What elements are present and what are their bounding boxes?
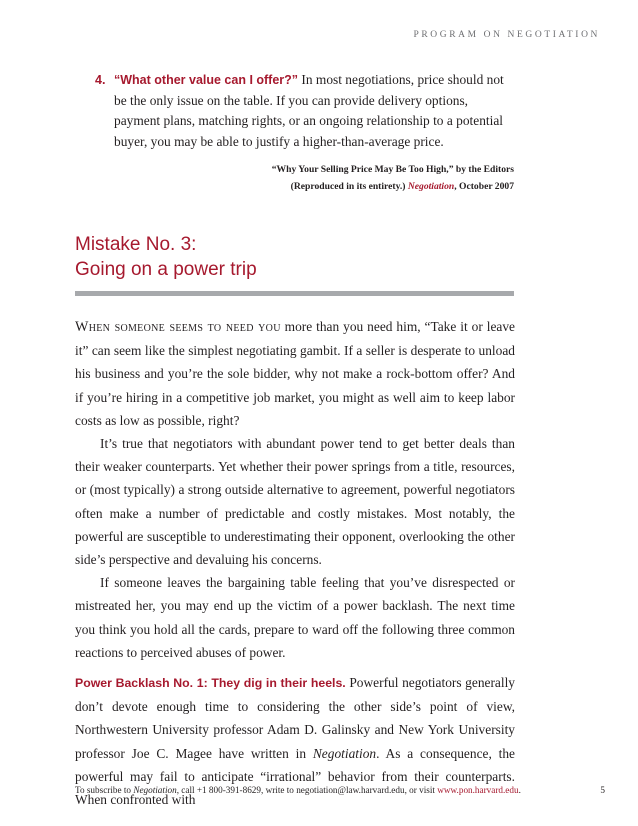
paragraph-gap [75,664,515,671]
page-number: 5 [600,785,605,795]
paragraph-1-text: more than you need him, “Take it or leave it” can seem like the simplest negotiating gambit. If a seller is desperate to unload his business and you’re the sole bidder, why not make a rock-bottom offer? And if you’re hiring in a competitive job market, you might as well aim to keep labor costs as low as possible, right? [75,319,515,428]
list-item-body [114,70,515,152]
footer-contact: , call +1 800-391-8629, write to negotiation@law.harvard.edu, or visit [176,785,438,795]
page-footer [75,785,605,795]
citation-date: , October 2007 [454,181,514,192]
citation-line-1: “Why Your Selling Price May Be Too High,” by the Editors [271,164,514,175]
section-title-line-1: Mistake No. 3: [75,234,197,255]
list-number: 4. [95,73,106,87]
citation-note: (Reproduced in its entirety.) [290,181,408,192]
paragraph-4-text-b: . As a consequence, the powerful may fail to anticipate “irrational” behavior from their counterparts. When confronted with [75,745,515,808]
running-header: PROGRAM ON NEGOTIATION [413,30,600,40]
footer-pre: To subscribe to [75,785,134,795]
list-item-4 [95,70,515,152]
paragraph-1 [75,315,515,432]
article-body [75,315,515,811]
list-item-text: In most negotiations, price should not be the only issue on the table. If you can provide delivery options, payment plans, matching rights, or an ongoing relationship to a potential buyer, you may be able to justify a higher-than-average price. [114,72,504,149]
paragraph-3: If someone leaves the bargaining table feeling that you’ve disrespected or mistreated her, you may end up the victim of a power backlash. The next time you think you hold all the cards, prepare to ward off the following three common reactions to perceived abuses of power. [75,575,515,660]
section-title [75,232,257,282]
subsection-lead: Power Backlash No. 1: They dig in their heels. [75,676,346,691]
section-divider [75,291,514,296]
footer-journal: Negotiation [133,785,177,795]
section-title-line-2: Going on a power trip [75,259,257,280]
citation-journal: Negotiation [407,181,455,192]
citation-line-2 [272,178,514,195]
footer-website-link[interactable]: www.pon.harvard.edu [437,785,519,795]
paragraph-4-text-a: Powerful negotiators generally don’t devote enough time to considering the other side’s point of view, Northwestern University professor Adam D. Galinsky and New York University professor Joe C. Magee have written in [75,675,515,761]
footer-end: . [518,785,521,795]
paragraph-2: It’s true that negotiators with abundant power tend to get better deals than their weaker counterparts. Yet whether their power springs from a title, resources, or (most typically) a strong outside alternative to agreement, powerful negotiators often make a number of predictable and costly mistakes. Most notably, the powerful are susceptible to underestimating their opponent, overlooking the other side’s perspective and devaluing his concerns. [75,436,515,568]
lead-in-smallcaps: When someone seems to need you [75,319,281,335]
list-item-lead: “What other value can I offer?” [114,73,299,87]
paragraph-4-journal: Negotiation [312,745,377,761]
citation [272,161,514,195]
